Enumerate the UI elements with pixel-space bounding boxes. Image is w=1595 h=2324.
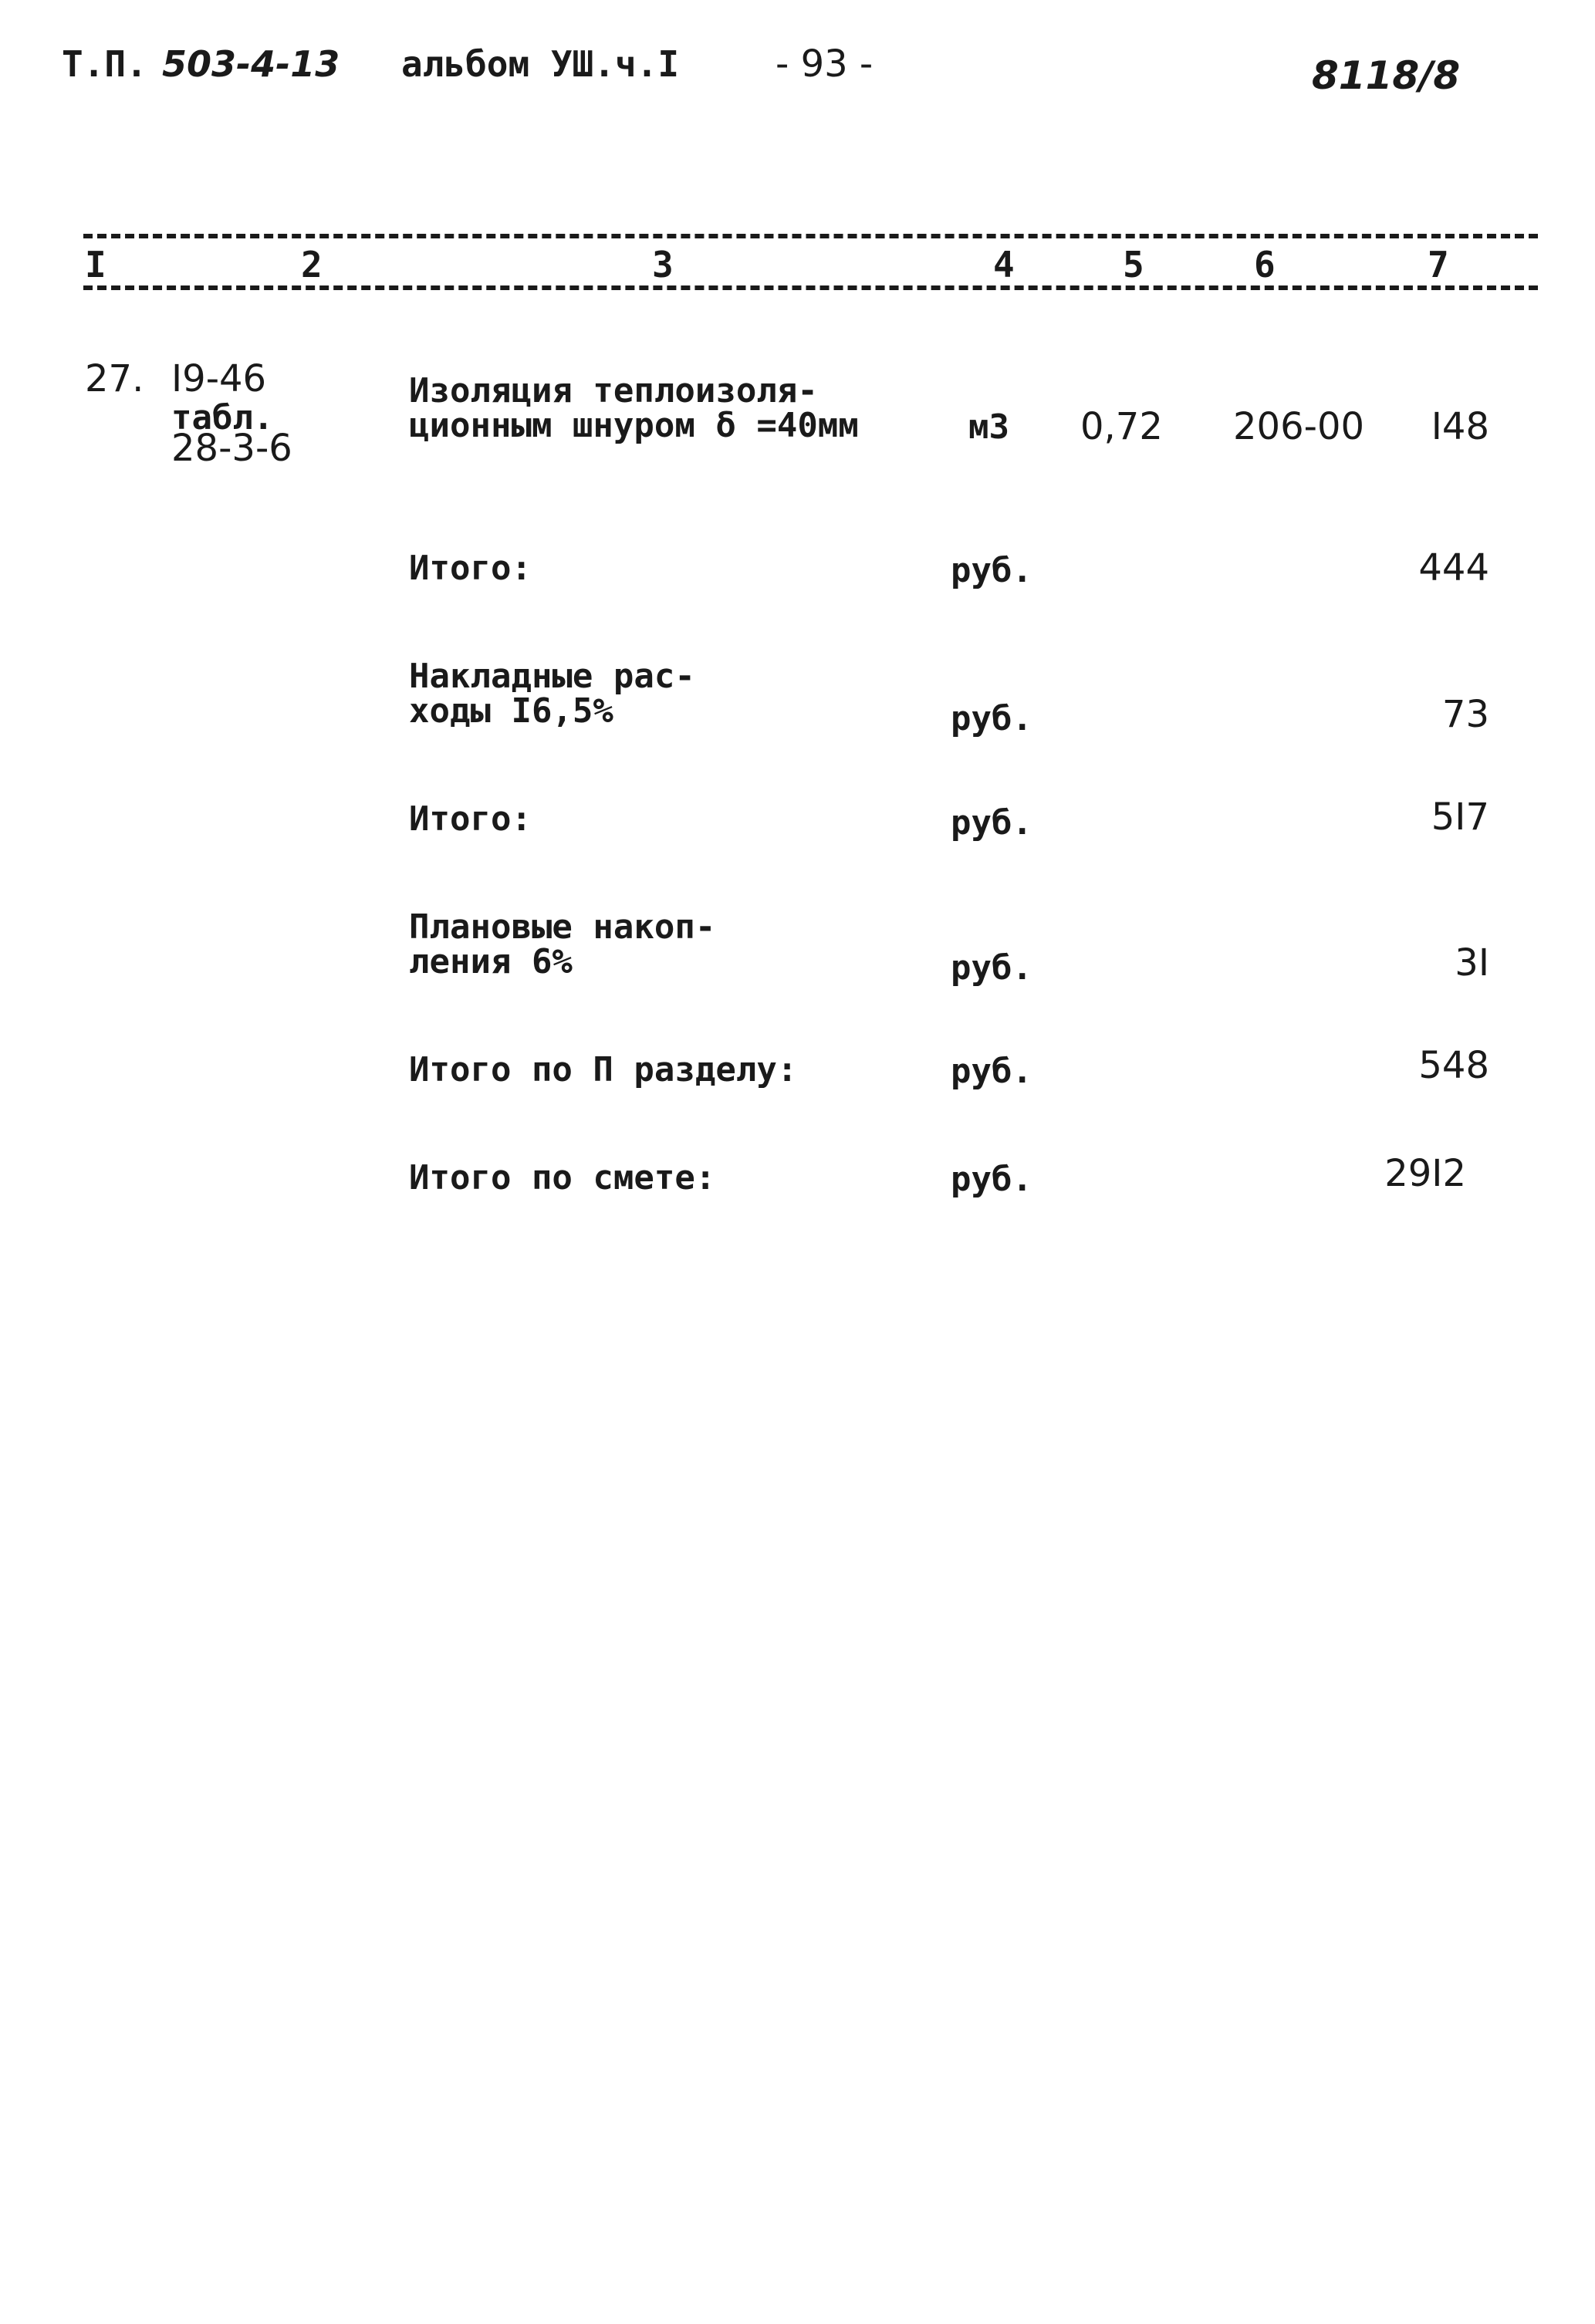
- summary-value: 548: [1418, 1044, 1489, 1087]
- inventory-number: 8118/8: [1312, 53, 1461, 98]
- summary-value: 73: [1441, 693, 1489, 736]
- summary-label: ходы I6,5%: [409, 691, 613, 731]
- summary-unit: руб.: [951, 803, 1032, 843]
- table-top-rule: [83, 234, 1538, 238]
- item-unit: м3: [968, 407, 1009, 447]
- item-number: 27.: [85, 357, 144, 400]
- item-name: ционным шнуром δ =40мм: [409, 406, 859, 445]
- column-number: 3: [652, 244, 674, 285]
- summary-unit: руб.: [951, 1052, 1032, 1091]
- column-number: 5: [1123, 244, 1144, 285]
- item-code: 28-3-6: [171, 427, 292, 470]
- summary-label: Итого по смете:: [409, 1158, 716, 1197]
- summary-label: ления 6%: [409, 942, 573, 981]
- summary-label: Итого:: [409, 799, 532, 839]
- item-total: I48: [1431, 405, 1489, 448]
- summary-unit: руб.: [951, 699, 1032, 738]
- summary-label: Плановые накоп-: [409, 907, 716, 947]
- page-number: - 93 -: [776, 42, 874, 86]
- column-number: 7: [1428, 244, 1449, 285]
- column-number: 2: [301, 244, 323, 285]
- column-number: I: [85, 244, 106, 285]
- column-number: 6: [1254, 244, 1276, 285]
- header-prefix: Т.П.: [62, 43, 147, 85]
- item-code: табл.: [171, 398, 274, 437]
- item-code: I9-46: [171, 357, 267, 400]
- item-price: 206-00: [1233, 405, 1365, 448]
- summary-value: 3I: [1455, 941, 1489, 985]
- item-quantity: 0,72: [1080, 405, 1163, 448]
- column-number: 4: [993, 244, 1015, 285]
- summary-value: 5I7: [1431, 795, 1489, 839]
- summary-unit: руб.: [951, 1160, 1032, 1199]
- summary-value: 29I2: [1384, 1152, 1466, 1195]
- summary-label: Итого по П разделу:: [409, 1050, 798, 1089]
- summary-label: Накладные рас-: [409, 657, 695, 696]
- item-name: Изоляция теплоизоля-: [409, 371, 818, 410]
- album-reference: альбом УШ.ч.I: [401, 43, 680, 85]
- summary-value: 444: [1418, 546, 1489, 589]
- summary-unit: руб.: [951, 948, 1032, 988]
- summary-label: Итого:: [409, 549, 532, 588]
- summary-unit: руб.: [951, 551, 1032, 590]
- project-number: 503-4-13: [162, 43, 340, 85]
